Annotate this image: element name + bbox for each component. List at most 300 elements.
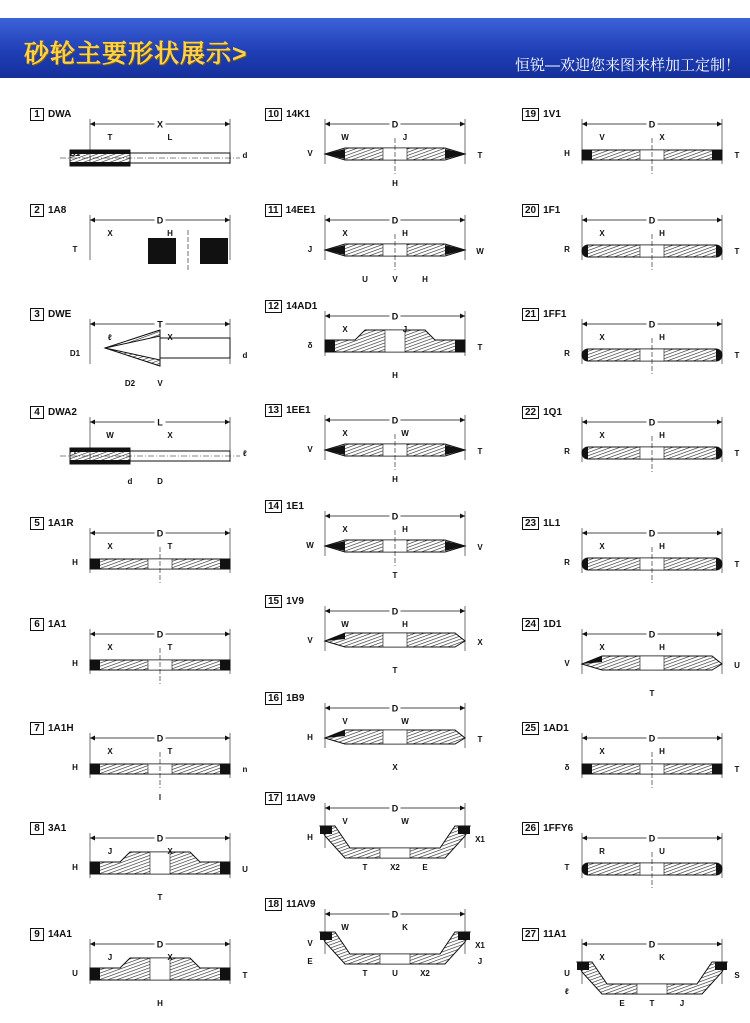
wheel-diagram	[522, 618, 750, 713]
dim-label: D	[391, 606, 399, 617]
dim-label: X	[392, 763, 398, 772]
wheel-number: 13	[265, 404, 282, 417]
wheel-label	[522, 618, 561, 631]
wheel-number: 2	[30, 204, 44, 217]
wheel-15-profile	[325, 633, 465, 647]
wheel-2-profile	[148, 230, 228, 272]
wheel-diagram	[522, 517, 750, 612]
dim-label: W	[341, 923, 349, 932]
wheel-code: DWA	[48, 109, 72, 120]
wheel-number: 8	[30, 822, 44, 835]
dim-label: X1	[475, 941, 485, 950]
dim-label: T	[564, 863, 570, 872]
dim-label: X	[156, 119, 164, 130]
wheel-panel-22	[522, 406, 750, 501]
dim-label: V	[307, 636, 313, 645]
dim-label: J	[107, 847, 113, 856]
dim-label: L	[167, 133, 173, 142]
dim-label: U	[242, 865, 248, 874]
dim-label: T	[734, 449, 740, 458]
wheel-number: 17	[265, 792, 282, 805]
dim-label: T	[392, 666, 398, 675]
dim-label: W	[106, 431, 114, 440]
dim-label: D	[391, 119, 399, 130]
wheel-panel-6	[30, 618, 260, 713]
dim-label: X	[599, 747, 605, 756]
dim-label: X	[107, 542, 113, 551]
wheel-label	[30, 108, 71, 121]
dim-label: E	[422, 863, 428, 872]
wheel-number: 4	[30, 406, 44, 419]
dim-label: K	[402, 923, 408, 932]
dim-label: V	[392, 275, 398, 284]
wheel-label	[30, 517, 74, 530]
wheel-17-profile	[320, 826, 470, 858]
wheel-label	[522, 928, 566, 941]
wheel-label	[522, 108, 561, 121]
wheel-13-profile	[325, 434, 465, 470]
wheel-panel-14	[265, 500, 495, 595]
wheel-panel-23	[522, 517, 750, 612]
wheel-number: 9	[30, 928, 44, 941]
wheel-panel-18	[265, 898, 495, 993]
wheel-label	[522, 406, 562, 419]
dim-label: T	[167, 542, 173, 551]
dim-label: H	[564, 149, 570, 158]
wheel-panel-25	[522, 722, 750, 817]
dim-label: T	[167, 747, 173, 756]
wheel-24-profile	[582, 656, 722, 670]
wheel-number: 18	[265, 898, 282, 911]
wheel-label	[30, 722, 74, 735]
dim-label: D	[648, 417, 656, 428]
wheel-label	[265, 595, 304, 608]
dim-label: D	[648, 215, 656, 226]
dim-label: X	[107, 747, 113, 756]
wheel-panel-27	[522, 928, 750, 1023]
dim-label: D	[156, 833, 164, 844]
wheel-code: 11AV9	[286, 899, 316, 910]
wheel-23-profile	[582, 547, 722, 583]
wheel-number: 26	[522, 822, 539, 835]
dim-label: J	[307, 245, 313, 254]
wheel-label	[522, 517, 560, 530]
wheel-panel-17	[265, 792, 495, 887]
dim-label: H	[392, 371, 398, 380]
dim-label: R	[564, 558, 570, 567]
wheel-diagram	[265, 792, 495, 887]
wheel-panel-15	[265, 595, 495, 690]
wheel-number: 16	[265, 692, 282, 705]
wheel-number: 3	[30, 308, 44, 321]
wheel-label	[265, 108, 310, 121]
wheel-code: 14A1	[48, 929, 72, 940]
wheel-label	[522, 308, 566, 321]
dim-label: H	[167, 229, 173, 238]
wheel-label	[265, 204, 316, 217]
dim-label: D	[391, 703, 399, 714]
dim-label: D2	[124, 379, 136, 388]
wheel-diagram	[30, 618, 260, 713]
dim-label: D	[391, 909, 399, 920]
dim-label: X	[107, 229, 113, 238]
dim-label: D	[648, 629, 656, 640]
wheel-code: 1B9	[286, 693, 305, 704]
dim-label: H	[72, 763, 78, 772]
wheel-label	[30, 822, 66, 835]
dim-label: W	[401, 817, 409, 826]
dim-label: ℓ	[243, 449, 247, 458]
dim-label: V	[307, 445, 313, 454]
wheel-diagram	[522, 822, 750, 917]
wheel-number: 14	[265, 500, 282, 513]
wheel-10-profile	[325, 138, 465, 174]
wheel-code: 11A1	[543, 929, 567, 940]
wheel-label	[522, 822, 573, 835]
wheel-diagram	[522, 406, 750, 501]
dim-label: H	[72, 863, 78, 872]
dim-label: H	[392, 475, 398, 484]
dim-label: U	[392, 969, 398, 978]
wheel-panel-10	[265, 108, 495, 203]
wheel-panel-11	[265, 204, 495, 299]
wheel-panel-4	[30, 406, 260, 501]
wheel-label	[30, 406, 77, 419]
wheel-diagram	[265, 404, 495, 499]
dim-label: H	[402, 525, 408, 534]
dim-label: U	[659, 847, 665, 856]
dim-label: W	[401, 429, 409, 438]
dim-label: D	[648, 319, 656, 330]
dim-label: T	[734, 351, 740, 360]
wheel-diagram	[30, 722, 260, 817]
wheel-code: 1D1	[543, 619, 562, 630]
wheel-number: 23	[522, 517, 539, 530]
dim-label: W	[476, 247, 484, 256]
wheel-20-profile	[582, 234, 722, 270]
wheel-27-profile	[577, 962, 727, 994]
wheel-code: DWA2	[48, 407, 77, 418]
wheel-number: 25	[522, 722, 539, 735]
wheel-diagram	[265, 500, 495, 595]
dim-label: T	[157, 893, 163, 902]
dim-label: U	[734, 661, 740, 670]
dim-label: D	[648, 528, 656, 539]
dim-label: X	[599, 953, 605, 962]
dim-label: H	[72, 558, 78, 567]
dim-label: T	[362, 969, 368, 978]
wheel-diagram	[30, 204, 260, 299]
wheel-diagram	[265, 595, 495, 690]
wheel-4-profile	[60, 448, 240, 464]
wheel-diagram	[522, 204, 750, 299]
wheel-code: 1A1H	[48, 723, 74, 734]
dim-label: ℓ	[565, 987, 569, 996]
wheel-code: 1AD1	[543, 723, 569, 734]
dim-label: X	[167, 953, 173, 962]
dim-label: D1	[69, 349, 81, 358]
dim-label: T	[477, 343, 483, 352]
wheel-number: 20	[522, 204, 539, 217]
wheel-code: 1V1	[543, 109, 561, 120]
wheel-number: 5	[30, 517, 44, 530]
dim-label: T	[72, 447, 78, 456]
wheel-label	[522, 204, 560, 217]
dim-label: V	[477, 543, 483, 552]
dim-label: H	[422, 275, 428, 284]
dim-label: D	[648, 733, 656, 744]
wheel-number: 24	[522, 618, 539, 631]
dim-label: W	[341, 133, 349, 142]
dim-label: H	[659, 431, 665, 440]
dim-label: d	[127, 477, 133, 486]
wheel-code: 14K1	[286, 109, 311, 120]
dim-label: D	[391, 415, 399, 426]
wheel-code: DWE	[48, 309, 72, 320]
dim-label: S	[734, 971, 740, 980]
dim-label: X	[342, 525, 348, 534]
dim-label: D	[391, 803, 399, 814]
dim-label: T	[362, 863, 368, 872]
wheel-panel-1	[30, 108, 260, 203]
dim-label: n	[242, 765, 248, 774]
wheel-26-profile	[582, 852, 722, 888]
dim-label: X	[167, 847, 173, 856]
wheel-panel-21	[522, 308, 750, 403]
dim-label: J	[107, 953, 113, 962]
wheel-code: 1A1R	[48, 518, 74, 529]
wheel-code: 11AV9	[286, 793, 316, 804]
dim-label: X2	[390, 863, 400, 872]
wheel-diagram	[30, 108, 260, 203]
wheel-6-profile	[90, 648, 230, 684]
wheel-18-profile	[320, 932, 470, 964]
wheel-diagram	[30, 822, 260, 917]
dim-label: J	[477, 957, 483, 966]
dim-label: T	[72, 245, 78, 254]
dim-label: X	[342, 229, 348, 238]
dim-label: R	[564, 349, 570, 358]
wheel-panel-3	[30, 308, 260, 403]
dim-label: X	[167, 431, 173, 440]
wheel-diagram	[265, 108, 495, 203]
wheel-11-profile	[325, 234, 465, 270]
dim-label: J	[402, 325, 408, 334]
dim-label: H	[307, 833, 313, 842]
wheel-number: 7	[30, 722, 44, 735]
wheel-diagram	[265, 300, 495, 395]
dim-label: T	[167, 643, 173, 652]
dim-label: X	[599, 542, 605, 551]
wheel-panel-5	[30, 517, 260, 612]
dim-label: W	[341, 620, 349, 629]
dim-label: L	[157, 417, 163, 428]
wheel-code: 14EE1	[285, 205, 316, 216]
dim-label: T	[734, 765, 740, 774]
dim-label: T	[242, 971, 248, 980]
dim-label: T	[734, 247, 740, 256]
dim-label: E	[619, 999, 625, 1008]
dim-label: T	[477, 151, 483, 160]
dim-label: d	[242, 351, 248, 360]
dim-label: U	[72, 969, 78, 978]
wheel-code: 1F1	[543, 205, 561, 216]
dim-label: U	[564, 969, 570, 978]
dim-label: H	[392, 179, 398, 188]
dim-label: D	[648, 833, 656, 844]
dim-label: X	[599, 431, 605, 440]
dim-label: H	[659, 643, 665, 652]
dim-label: V	[307, 939, 313, 948]
dim-label: H	[659, 747, 665, 756]
wheel-panel-8	[30, 822, 260, 917]
dim-label: H	[402, 229, 408, 238]
wheel-5-profile	[90, 547, 230, 583]
wheel-number: 6	[30, 618, 44, 631]
wheel-number: 11	[265, 204, 282, 217]
wheel-diagram	[265, 692, 495, 787]
dim-label: U	[362, 275, 368, 284]
wheel-diagram	[30, 406, 260, 501]
wheel-code: 1A1	[48, 619, 67, 630]
dim-label: T	[392, 571, 398, 580]
wheel-diagram	[30, 517, 260, 612]
wheel-number: 10	[265, 108, 282, 121]
dim-label: T	[477, 447, 483, 456]
wheel-code: 1A8	[48, 205, 67, 216]
wheel-label	[265, 500, 304, 513]
dim-label: V	[599, 133, 605, 142]
dim-label: X	[342, 429, 348, 438]
wheel-label	[265, 404, 311, 417]
dim-label: d	[242, 151, 248, 160]
dim-label: V	[342, 717, 348, 726]
dim-label: D	[156, 528, 164, 539]
wheel-16-profile	[325, 730, 465, 744]
wheel-panel-7	[30, 722, 260, 817]
dim-label: ℓ	[108, 333, 112, 342]
dim-label: R	[599, 847, 605, 856]
wheel-number: 15	[265, 595, 282, 608]
wheel-code: 14AD1	[286, 301, 318, 312]
header-banner	[0, 18, 750, 78]
dim-label: D	[156, 733, 164, 744]
dim-label: D	[391, 215, 399, 226]
dim-label: δ	[307, 341, 313, 350]
wheel-diagram	[522, 308, 750, 403]
dim-label: H	[659, 542, 665, 551]
wheel-code: 3A1	[48, 823, 67, 834]
dim-label: X	[599, 643, 605, 652]
dim-label: D	[156, 215, 164, 226]
dim-label: D	[391, 511, 399, 522]
dim-label: D	[648, 939, 656, 950]
dim-label: V	[342, 817, 348, 826]
dim-label: X1	[475, 835, 485, 844]
wheel-diagram	[30, 928, 260, 1023]
dim-label: X	[477, 638, 483, 647]
dim-label: T	[734, 151, 740, 160]
dim-label: H	[307, 733, 313, 742]
dim-label: X	[599, 229, 605, 238]
wheel-label	[522, 722, 569, 735]
wheel-number: 12	[265, 300, 282, 313]
wheel-label	[30, 308, 71, 321]
dim-label: X2	[420, 969, 430, 978]
dim-label: T	[649, 689, 655, 698]
dim-label: D	[156, 939, 164, 950]
dim-label: D1	[69, 149, 81, 158]
wheel-label	[30, 928, 72, 941]
wheel-21-profile	[582, 338, 722, 374]
wheel-number: 19	[522, 108, 539, 121]
wheel-diagram	[522, 108, 750, 203]
wheel-panel-12	[265, 300, 495, 395]
dim-label: R	[564, 245, 570, 254]
wheel-diagram	[522, 928, 750, 1023]
dim-label: V	[564, 659, 570, 668]
wheel-7-profile	[90, 752, 230, 788]
dim-label: X	[167, 333, 173, 342]
dim-label: W	[401, 717, 409, 726]
dim-label: E	[307, 957, 313, 966]
wheel-number: 1	[30, 108, 44, 121]
wheel-panel-19	[522, 108, 750, 203]
dim-label: V	[157, 379, 163, 388]
dim-label: l	[158, 793, 162, 802]
dim-label: X	[107, 643, 113, 652]
wheel-panel-20	[522, 204, 750, 299]
dim-label: K	[659, 953, 665, 962]
dim-label: H	[157, 999, 163, 1008]
wheel-code: 1E1	[286, 501, 304, 512]
wheel-25-profile	[582, 752, 722, 788]
wheel-label	[265, 692, 304, 705]
wheel-panel-13	[265, 404, 495, 499]
dim-label: X	[659, 133, 665, 142]
wheel-label	[30, 204, 66, 217]
dim-label: δ	[564, 763, 570, 772]
wheel-diagram	[265, 898, 495, 993]
wheel-label	[265, 300, 317, 313]
page-title: 砂轮主要形状展示>	[24, 40, 248, 68]
wheel-panel-9	[30, 928, 260, 1023]
dim-label: T	[157, 319, 163, 330]
wheel-panel-26	[522, 822, 750, 917]
wheel-panel-2	[30, 204, 260, 299]
wheel-diagram	[265, 204, 495, 299]
dim-label: D	[648, 119, 656, 130]
wheel-code: 1FFY6	[543, 823, 574, 834]
dim-label: R	[564, 447, 570, 456]
dim-label: H	[659, 333, 665, 342]
dim-label: H	[659, 229, 665, 238]
wheel-diagram	[30, 308, 260, 403]
wheel-code: 1V9	[286, 596, 304, 607]
wheel-number: 27	[522, 928, 539, 941]
wheel-code: 1L1	[543, 518, 561, 529]
wheel-number: 22	[522, 406, 539, 419]
dim-label: D	[156, 629, 164, 640]
wheel-code: 1Q1	[543, 407, 563, 418]
dim-label: H	[72, 659, 78, 668]
dim-label: D	[157, 477, 163, 486]
wheel-diagram	[522, 722, 750, 817]
wheel-label	[30, 618, 66, 631]
wheel-panel-16	[265, 692, 495, 787]
dim-label: D	[391, 311, 399, 322]
dim-label: V	[307, 149, 313, 158]
